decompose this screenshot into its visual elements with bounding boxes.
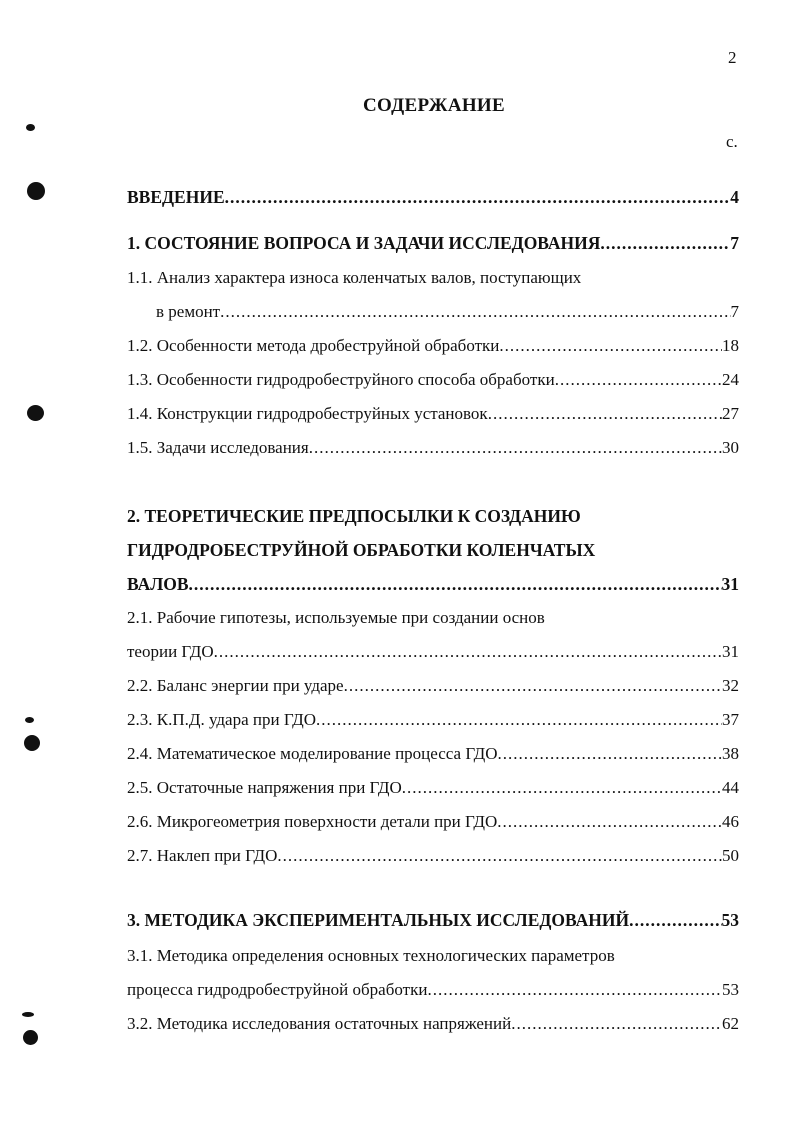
toc-label: 3. МЕТОДИКА ЭКСПЕРИМЕНТАЛЬНЫХ ИССЛЕДОВАНИЙ	[127, 910, 630, 930]
toc-leader	[427, 980, 722, 1000]
toc-leader	[316, 710, 722, 730]
toc-entry-section-3	[127, 910, 739, 934]
toc-label: ВАЛОВ	[127, 574, 189, 594]
toc-entry-3-2	[127, 1014, 739, 1038]
toc-leader	[498, 744, 722, 764]
binder-hole-mark	[23, 1030, 38, 1045]
toc-label: 1.2. Особенности метода дробеструйной обработки	[127, 336, 500, 355]
toc-label: 2.2. Баланс энергии при ударе	[127, 676, 344, 695]
toc-page: 62	[722, 1014, 739, 1033]
toc-label: процесса гидродробеструйной обработки	[127, 980, 428, 999]
toc-label: 1.4. Конструкции гидродробеструйных установок	[127, 404, 488, 423]
binder-hole-mark	[24, 735, 40, 751]
toc-entry-section-2	[127, 574, 739, 598]
toc-label-line: 2. ТЕОРЕТИЧЕСКИЕ ПРЕДПОСЫЛКИ К СОЗДАНИЮ	[127, 506, 581, 526]
scan-speck	[25, 717, 34, 723]
toc-page: 27	[722, 404, 739, 423]
page-column-label: с.	[726, 132, 738, 151]
page-number: 2	[728, 48, 737, 67]
toc-entry-1-1	[156, 302, 739, 326]
toc-leader	[214, 642, 722, 662]
scan-speck	[26, 124, 35, 131]
toc-page: 31	[721, 574, 739, 594]
toc-entry-1-5	[127, 438, 739, 462]
toc-entry-2-3	[127, 710, 739, 734]
toc-leader	[402, 778, 722, 798]
toc-label: 3.2. Методика исследования остаточных напряжений	[127, 1014, 512, 1033]
toc-entry-intro	[127, 187, 739, 211]
toc-page: 18	[722, 336, 739, 355]
toc-page: 53	[722, 980, 739, 999]
toc-page: 50	[722, 846, 739, 865]
toc-label: 2.7. Наклеп при ГДО	[127, 846, 278, 865]
toc-label: 1.5. Задачи исследования	[127, 438, 309, 457]
toc-page: 24	[722, 370, 739, 389]
scan-speck	[22, 1012, 34, 1017]
toc-page: 32	[722, 676, 739, 695]
toc-label: 1. СОСТОЯНИЕ ВОПРОСА И ЗАДАЧИ ИССЛЕДОВАНИЯ	[127, 233, 601, 253]
toc-leader	[488, 404, 722, 424]
toc-leader	[499, 336, 722, 356]
toc-page: 7	[730, 233, 739, 253]
toc-label-line: 2.1. Рабочие гипотезы, используемые при создании основ	[127, 608, 545, 627]
toc-entry-1-3	[127, 370, 739, 394]
toc-leader	[220, 302, 730, 322]
toc-page: 37	[722, 710, 739, 729]
toc-page: 31	[722, 642, 739, 661]
toc-leader	[344, 676, 722, 696]
toc-leader	[497, 812, 722, 832]
toc-label: 2.4. Математическое моделирование процесса ГДО	[127, 744, 498, 763]
toc-label-line: ГИДРОДРОБЕСТРУЙНОЙ ОБРАБОТКИ КОЛЕНЧАТЫХ	[127, 540, 596, 560]
toc-page: 46	[722, 812, 739, 831]
toc-entry-2-1	[127, 642, 739, 666]
toc-entry-2-4	[127, 744, 739, 768]
toc-label: 2.6. Микрогеометрия поверхности детали при ГДО	[127, 812, 498, 831]
toc-label: 2.3. К.П.Д. удара при ГДО	[127, 710, 317, 729]
toc-entry-2-6	[127, 812, 739, 836]
toc-entry-2-7	[127, 846, 739, 870]
binder-hole-mark	[27, 405, 44, 421]
toc-label: 1.3. Особенности гидродробеструйного способа обработки	[127, 370, 555, 389]
toc-entry-2-2	[127, 676, 739, 700]
toc-label-line: 3.1. Методика определения основных технологических параметров	[127, 946, 615, 965]
toc-label: 2.5. Остаточные напряжения при ГДО	[127, 778, 402, 797]
toc-page: 30	[722, 438, 739, 457]
toc-label-line: 1.1. Анализ характера износа коленчатых валов, поступающих	[127, 268, 582, 287]
toc-leader	[309, 438, 722, 458]
toc-entry-2-5	[127, 778, 739, 802]
toc-leader	[555, 370, 722, 390]
toc-leader	[600, 233, 730, 254]
toc-label: в ремонт	[156, 302, 221, 321]
toc-label: теории ГДО	[127, 642, 214, 661]
toc-page: 53	[721, 910, 739, 930]
toc-leader	[511, 1014, 722, 1034]
toc-entry-1-2	[127, 336, 739, 360]
toc-page: 44	[722, 778, 739, 797]
toc-entry-3-1	[127, 980, 739, 1004]
toc-page: 7	[730, 302, 739, 321]
toc-leader	[629, 910, 721, 931]
toc-leader	[225, 187, 731, 208]
toc-leader	[277, 846, 722, 866]
toc-entry-section-1	[127, 233, 739, 257]
toc-entry-1-4	[127, 404, 739, 428]
toc-page: 4	[730, 187, 739, 207]
page-title: СОДЕРЖАНИЕ	[363, 95, 505, 116]
toc-page: 38	[722, 744, 739, 763]
binder-hole-mark	[27, 182, 45, 200]
toc-leader	[189, 574, 722, 595]
toc-label: ВВЕДЕНИЕ	[127, 187, 225, 207]
